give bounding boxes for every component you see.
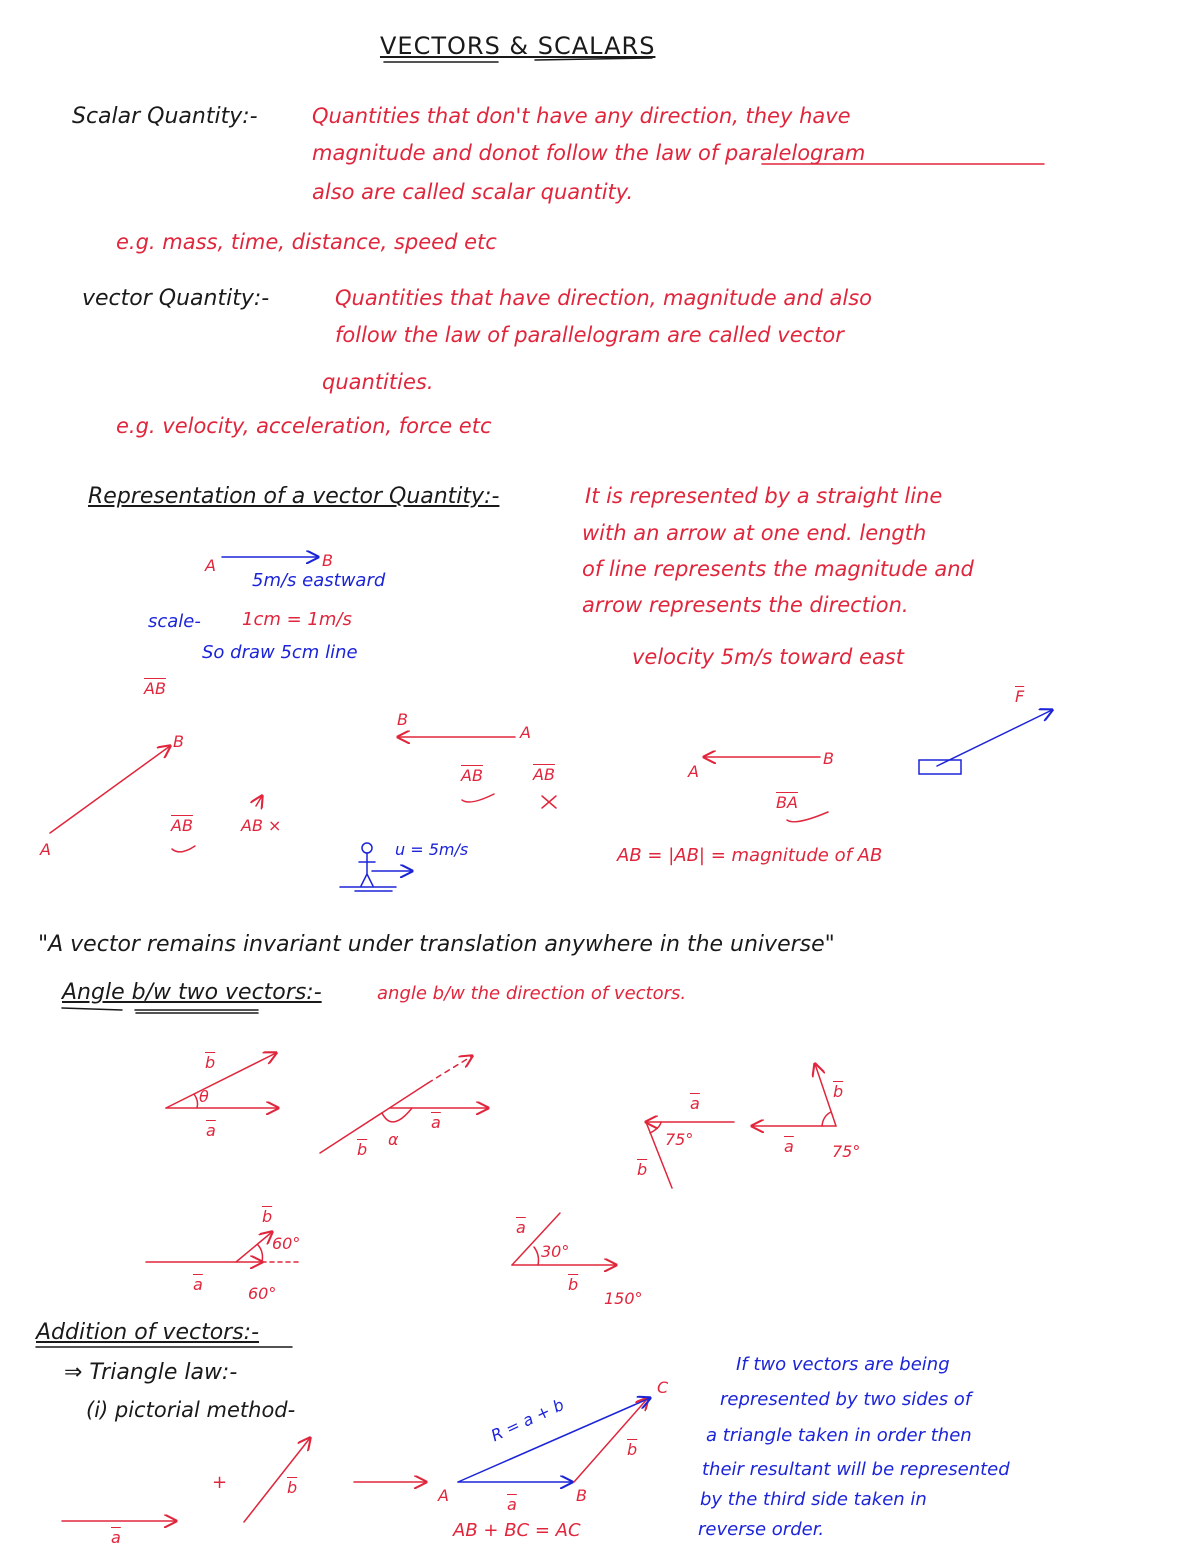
representation-line-1: It is represented by a straight line [585, 484, 943, 508]
force-label: $\overline{F}$ [1015, 687, 1025, 706]
diag-point-a: A [40, 840, 51, 859]
ab-point-a: A [205, 556, 216, 575]
person-figure [340, 843, 412, 891]
scalar-line-3: also are called scalar quantity. [312, 180, 634, 204]
angle4-degrees: 75° [832, 1142, 861, 1161]
representation-line-4: arrow represents the direction. [582, 593, 909, 617]
angle3-b-label: $\overline{b}$ [637, 1160, 648, 1179]
scalar-example: e.g. mass, time, distance, speed etc [116, 230, 497, 254]
representation-line-2: with an arrow at one end. length [582, 521, 927, 545]
cross-mark [542, 796, 556, 808]
invariant-statement: "A vector remains invariant under translation anywhere in the universe" [38, 932, 835, 957]
note-line-4: their resultant will be represented [702, 1459, 1010, 1480]
angle-definition: angle b/w the direction of vectors. [377, 983, 687, 1004]
vector-ab-label: $\overline{AB}$ [144, 679, 166, 698]
plus-sign: + [212, 1472, 228, 1493]
angle-figure-5 [146, 1232, 302, 1262]
ba-point-a: A [688, 762, 699, 781]
magnitude-note: AB = |AB| = magnitude of AB [617, 845, 883, 866]
representation-heading: Representation of a vector Quantity:- [88, 484, 500, 509]
mid-ab-correct: $\overline{AB}$ [461, 766, 483, 785]
note-line-1: If two vectors are being [736, 1354, 950, 1375]
angle6-b-label: $\overline{b}$ [568, 1275, 579, 1294]
angle5-b-label: $\overline{b}$ [262, 1207, 273, 1226]
angle3-degrees: 75° [665, 1130, 694, 1149]
vector-ab-correct: $\overline{AB}$ [171, 816, 193, 835]
triangle-equation: AB + BC = AC [453, 1520, 581, 1541]
person-velocity: u = 5m/s [395, 840, 469, 859]
triangle-b-vector: $\overline{b}$ [627, 1440, 638, 1459]
angle6-a-label: $\overline{a}$ [516, 1218, 526, 1237]
pictorial-method: (i) pictorial method- [86, 1398, 296, 1422]
vector-heading: vector Quantity:- [82, 286, 270, 311]
ba-point-b: B [823, 749, 834, 768]
vector-line-1: Quantities that have direction, magnitude and also [335, 286, 872, 310]
angle5-a-label: $\overline{a}$ [193, 1275, 203, 1294]
wrong-arrow [256, 796, 262, 806]
title-underline [384, 58, 652, 62]
triangle-side-b [574, 1398, 648, 1482]
triangle-a-vector: $\overline{a}$ [507, 1495, 517, 1514]
angle-figure-4 [752, 1064, 836, 1126]
scalar-line-2: magnitude and donot follow the law of paralelogram [312, 141, 866, 165]
ab-caption: 5m/s eastward [252, 570, 386, 591]
triangle-point-a: A [438, 1486, 449, 1505]
angle-figure-2 [320, 1056, 488, 1153]
draw-note: So draw 5cm line [202, 642, 358, 663]
angle3-a-label: $\overline{a}$ [690, 1094, 700, 1113]
vector-b-arrow [244, 1438, 310, 1522]
block-shape [919, 760, 961, 774]
angle2-a-label: $\overline{a}$ [431, 1113, 441, 1132]
angle-heading-underline [62, 1008, 258, 1013]
mid-ab-wrong: $\overline{AB}$ [533, 765, 555, 784]
note-line-6: reverse order. [698, 1519, 825, 1540]
vector-line-2: follow the law of parallelogram are called vector [335, 323, 844, 347]
angle4-b-label: $\overline{b}$ [833, 1082, 844, 1101]
angle5-degrees: 60° [272, 1234, 301, 1253]
vector-example: e.g. velocity, acceleration, force etc [116, 414, 492, 438]
scale-value: 1cm = 1m/s [242, 609, 352, 630]
check-mark-3 [787, 812, 828, 822]
force-arrow [937, 710, 1052, 766]
diag-point-b: B [173, 732, 184, 751]
angle6-degrees-outer: 150° [604, 1289, 643, 1308]
angle-figure-3 [646, 1122, 734, 1188]
angle1-b-label: $\overline{b}$ [205, 1053, 216, 1072]
representation-line-3: of line represents the magnitude and [582, 557, 974, 581]
note-line-5: by the third side taken in [700, 1489, 927, 1510]
page-title: VECTORS & SCALARS [380, 32, 656, 60]
angle2-b-label: $\overline{b}$ [357, 1140, 368, 1159]
angle1-theta: θ [199, 1087, 209, 1106]
resultant-label: R = a + b [488, 1394, 567, 1446]
note-line-2: represented by two sides of [720, 1389, 972, 1410]
scalar-heading: Scalar Quantity:- [72, 104, 258, 129]
vector-ba-label: $\overline{BA}$ [776, 793, 798, 812]
triangle-point-b: B [576, 1486, 587, 1505]
diagonal-ab-arrow [50, 746, 170, 833]
angle5-degrees-lower: 60° [248, 1284, 277, 1303]
scalar-line-1: Quantities that don't have any direction, they have [312, 104, 851, 128]
note-line-3: a triangle taken in order then [706, 1425, 972, 1446]
vector-line-3: quantities. [322, 370, 434, 394]
triangle-resultant [458, 1398, 650, 1482]
triangle-point-c: C [657, 1378, 669, 1397]
ab-point-b: B [322, 551, 333, 570]
addition-heading: Addition of vectors:- [36, 1320, 260, 1345]
angle-heading: Angle b/w two vectors:- [62, 980, 322, 1005]
angle-figure-1 [166, 1053, 278, 1108]
triangle-law: ⇒ Triangle law:- [64, 1360, 238, 1385]
angle4-a-label: $\overline{a}$ [784, 1137, 794, 1156]
scale-label: scale- [148, 611, 201, 632]
angle6-degrees: 30° [541, 1242, 570, 1261]
ab-wrong: AB × [241, 816, 282, 835]
check-mark-2 [462, 794, 494, 802]
angle-figure-6 [512, 1213, 616, 1265]
mid-point-b: B [397, 710, 408, 729]
mid-point-a: A [520, 723, 531, 742]
angle1-a-label: $\overline{a}$ [206, 1121, 216, 1140]
angle2-alpha: α [388, 1130, 399, 1149]
velocity-note: velocity 5m/s toward east [632, 645, 904, 669]
addition-a-label: $\overline{a}$ [111, 1528, 121, 1547]
addition-b-label: $\overline{b}$ [287, 1478, 298, 1497]
check-mark-1 [172, 846, 195, 852]
